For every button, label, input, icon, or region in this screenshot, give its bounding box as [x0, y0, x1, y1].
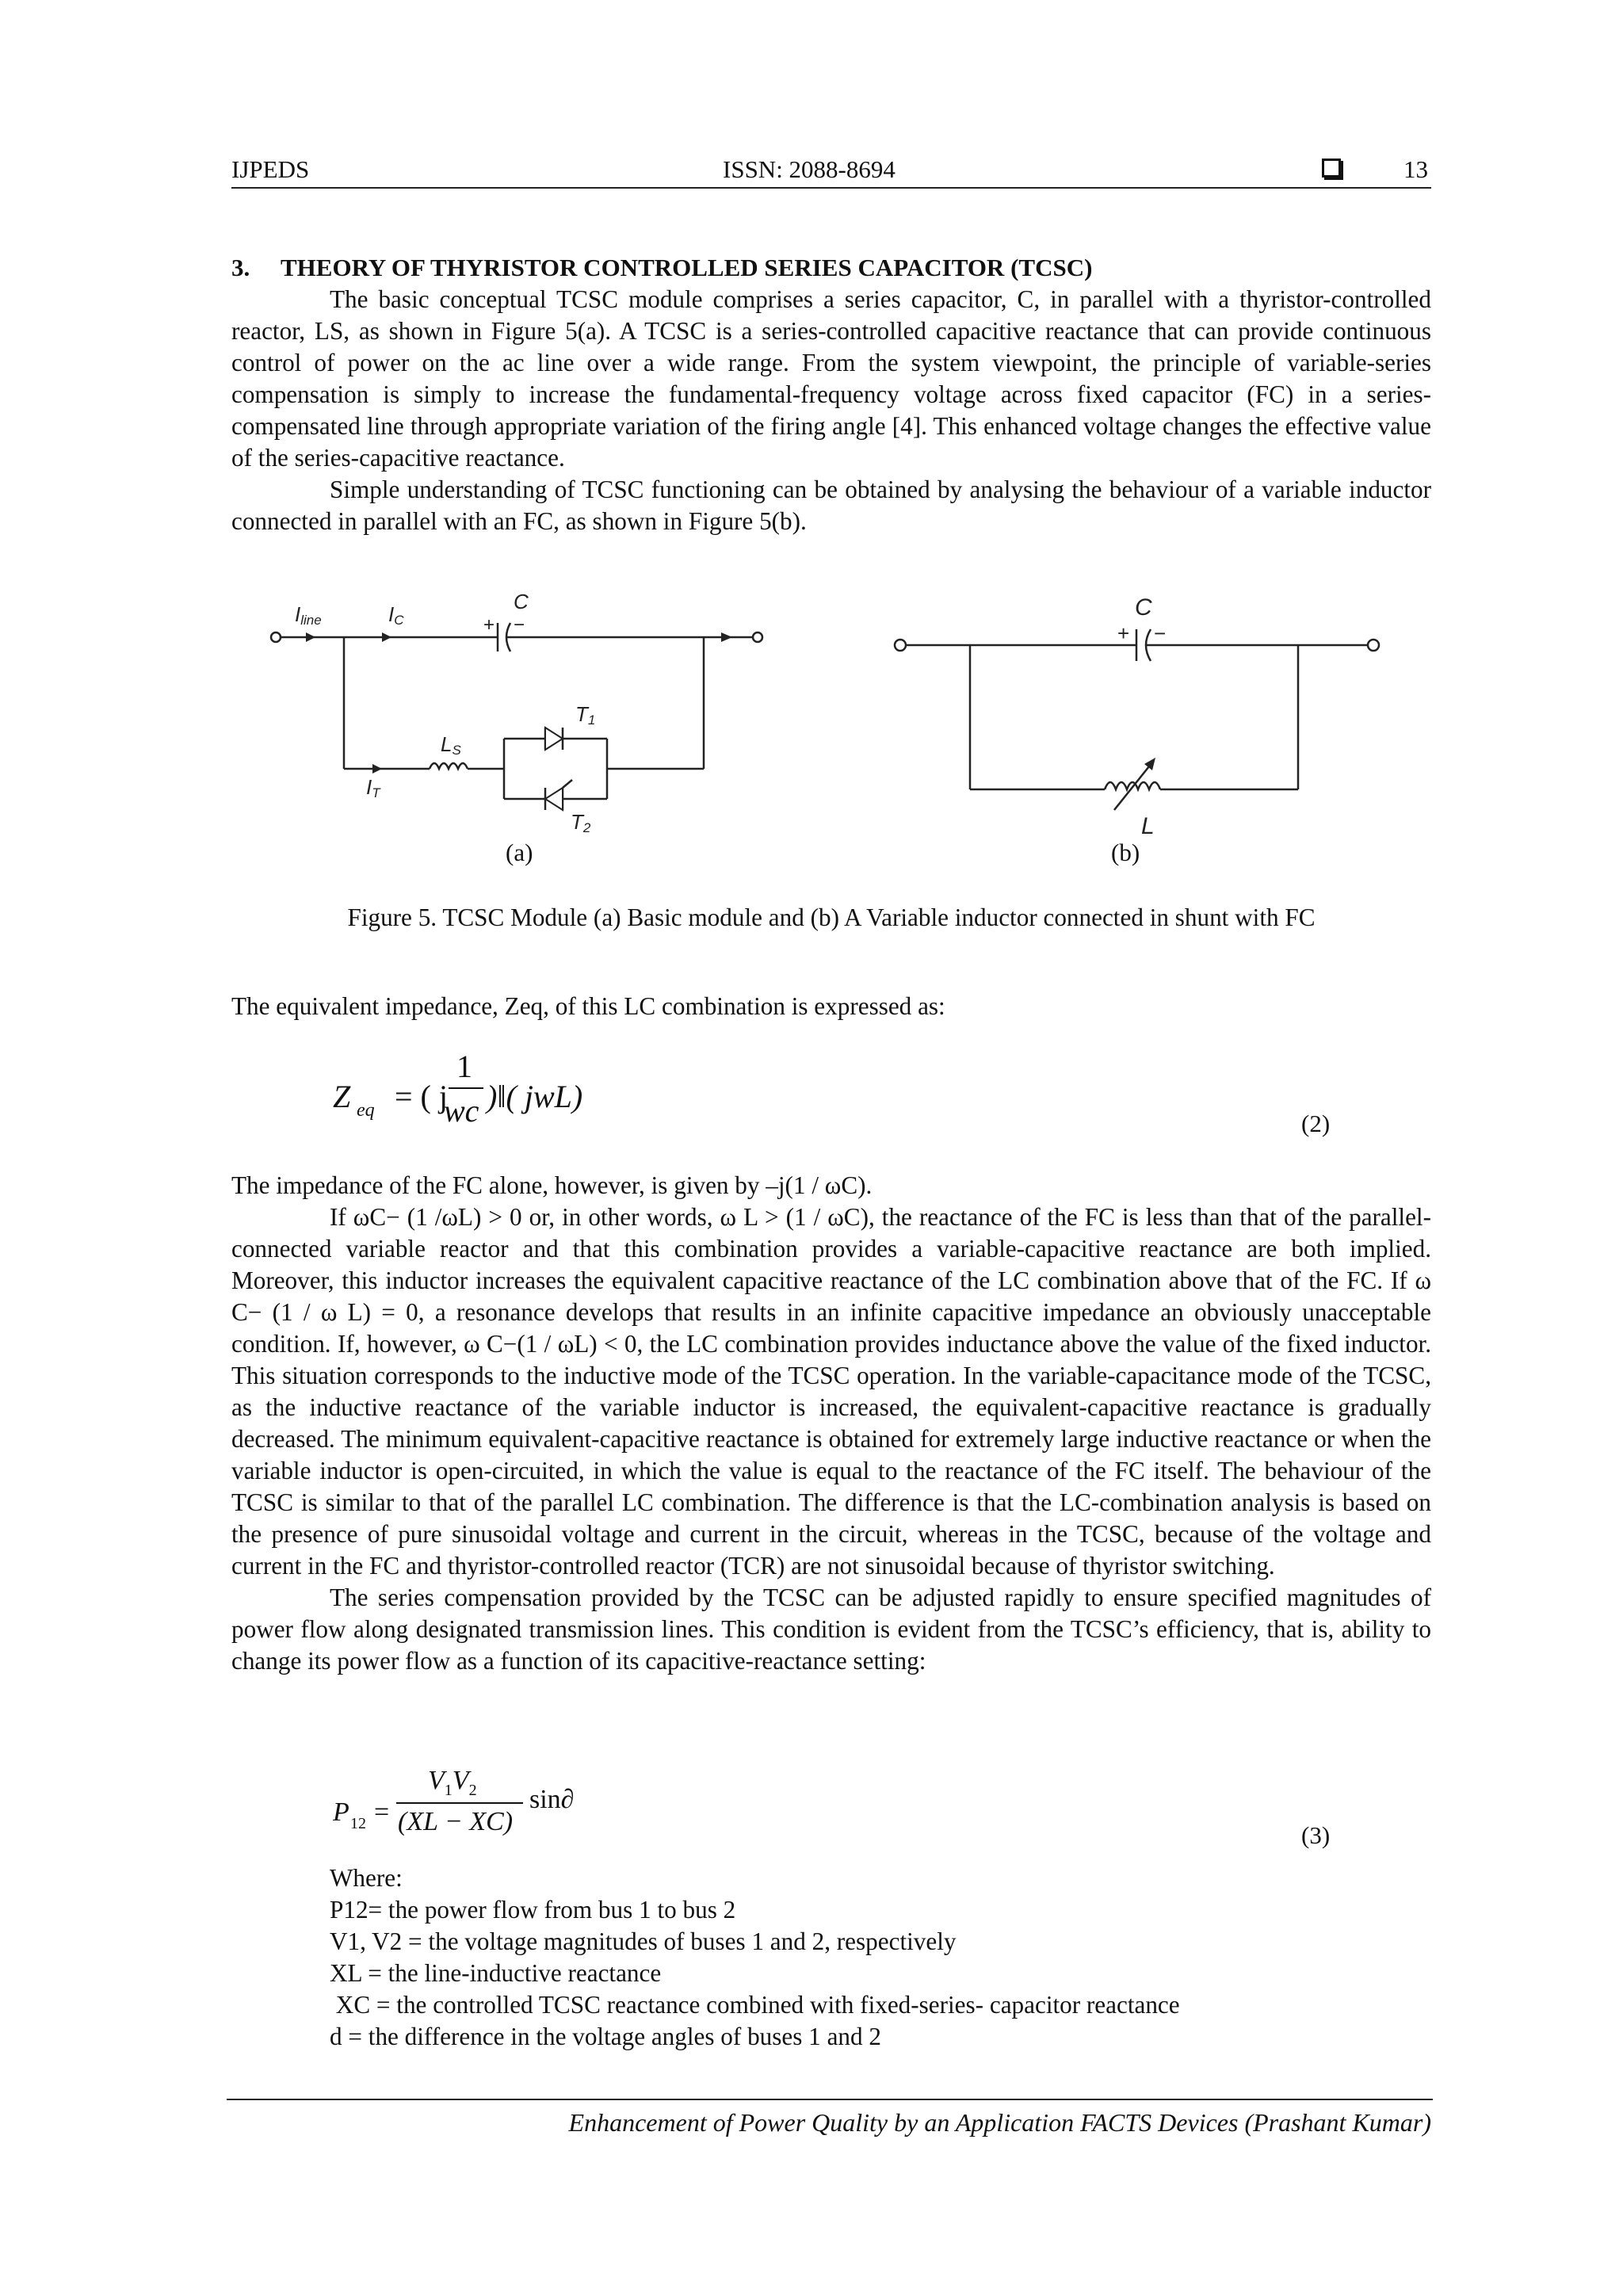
section-heading — [231, 252, 1431, 284]
issn: ISSN: 2088-8694 — [723, 155, 896, 183]
equation-2 — [333, 1048, 808, 1135]
eq3-den: (XL − XC) — [398, 1807, 514, 1836]
eq3-eq: = — [374, 1797, 390, 1827]
section-number: 3. — [231, 254, 250, 281]
equation-3 — [333, 1766, 729, 1853]
eq3-rhs: sin∂ — [529, 1785, 575, 1814]
eq2-num: 1 — [456, 1049, 472, 1084]
list-item: d = the difference in the voltage angles of buses 1 and 2 — [330, 2023, 881, 2050]
paragraph: The equivalent impedance, Zeq, of this LC combination is expressed as: — [231, 992, 945, 1020]
label-c: C — [514, 590, 529, 613]
label-c: C — [1135, 594, 1152, 621]
label-plus: + — [1117, 621, 1130, 645]
figure-caption: Figure 5. TCSC Module (a) Basic module and (b) A Variable inductor connected in shunt with FC — [347, 904, 1316, 931]
where-list — [330, 1862, 1180, 2053]
eq2-den: wc — [444, 1093, 479, 1129]
eq2-lhs: Z — [333, 1079, 351, 1114]
eq2-fraction-bar — [449, 1087, 483, 1089]
figure-5a-circuit — [262, 579, 800, 840]
eq3-num: $V_1V_2$ — [428, 1766, 477, 1799]
label-t2: T2 — [571, 810, 591, 835]
label-l: L — [1141, 813, 1155, 839]
eq2-rhs: )‖( jwL) — [487, 1079, 583, 1114]
paragraph: The basic conceptual TCSC module comprises a series capacitor, C, in parallel with a thyristor-controlled reactor, LS, as shown in Figure 5(a). A TCSC is a series-controlled capacitive reactance that can provide continuous control of power on the ac line over a wide range. From the system viewpoint, the principle of variable-series compensation is simply to increase the fundamental-frequency voltage across fixed capacitor (FC) in a series- compensated line through appropriate variation of the firing angle [4]. This enhanced voltage changes the effective value of the series-capacitive reactance. — [231, 285, 1431, 472]
eq2-intro — [231, 991, 1431, 1022]
body-text — [231, 1170, 1431, 1677]
section-intro — [231, 252, 1431, 537]
eq2-eq: = ( j — [395, 1079, 448, 1114]
paragraph: Simple understanding of TCSC functioning can be obtained by analysing the behaviour of a variable inductor connected in parallel with an FC, as shown in Figure 5(b). — [231, 476, 1431, 535]
box-icon — [1322, 159, 1341, 178]
label-minus: − — [514, 614, 525, 636]
list-item: P12= the power flow from bus 1 to bus 2 — [330, 1896, 736, 1924]
list-item: V1, V2 = the voltage magnitudes of buses 1 and 2, respectively — [330, 1927, 957, 1955]
where-title: Where: — [330, 1864, 403, 1892]
label-t1: T1 — [575, 702, 596, 728]
figure-5b-label: (b) — [1111, 839, 1140, 866]
journal-name: IJPEDS — [231, 155, 310, 183]
label-plus: + — [483, 614, 495, 636]
eq3-lhs-sub: 12 — [350, 1815, 366, 1832]
figure-5a-label: (a) — [506, 839, 533, 866]
eq3-fraction-bar — [396, 1802, 523, 1804]
footer-rule — [227, 2099, 1433, 2100]
label-ls: LS — [441, 732, 461, 758]
list-item: XC = the controlled TCSC reactance combined with fixed-series- capacitor reactance — [330, 1991, 1180, 2019]
label-ic: IC — [388, 602, 404, 628]
running-footer: Enhancement of Power Quality by an Application FACTS Devices (Prashant Kumar) — [568, 2108, 1431, 2137]
label-it: IT — [366, 775, 380, 800]
eq2-lhs-sub: eq — [357, 1100, 375, 1121]
paragraph: The impedance of the FC alone, however, is given by –j(1 / ωC). — [231, 1171, 873, 1199]
label-minus: − — [1154, 621, 1167, 645]
paragraph: The series compensation provided by the TCSC can be adjusted rapidly to ensure specified magnitudes of power flow along designated transmission lines. This condition is evident from the TCSC’s efficiency, that is, ability to change its power flow as a function of its capacitive-reactance setting: — [231, 1584, 1431, 1675]
page-number: 13 — [1403, 155, 1428, 183]
equation-2-number: (2) — [1301, 1110, 1331, 1137]
section-title: THEORY OF THYRISTOR CONTROLLED SERIES CAPACITOR (TCSC) — [281, 254, 1093, 281]
paragraph: If ωC− (1 /ωL) > 0 or, in other words, ω L > (1 / ωC), the reactance of the FC is less than that of the parallel-connected variable reactor and that this combination provides a variable-capacitive reactance are both implied. Moreover, this inductor increases the equivalent capacitive reactance of the LC combination above that of the FC. If ω C− (1 / ω L) = 0, a resonance develops that results in an infinite capacitive impedance an obviously unacceptable condition. If, however, ω C−(1 / ωL) < 0, the LC combination provides inductance above the value of the fixed inductor. This situation corresponds to the inductive mode of the TCSC operation. In the variable-capacitance mode of the TCSC, as the inductive reactance of the variable inductor is increased, the equivalent-capacitive reactance is gradually decreased. The minimum equivalent-capacitive reactance is obtained for extremely large inductive reactance or when the variable inductor is open-circuited, in which the value is equal to the reactance of the FC itself. The behaviour of the TCSC is similar to that of the parallel LC combination. The difference is that the LC-combination analysis is based on the presence of pure sinusoidal voltage and current in the circuit, whereas in the TCSC, because of the voltage and current in the FC and thyristor-controlled reactor (TCR) are not sinusoidal because of thyristor switching. — [231, 1203, 1431, 1580]
equation-3-number: (3) — [1301, 1821, 1331, 1849]
figure-5b-circuit — [888, 586, 1395, 848]
eq3-lhs: P — [333, 1797, 349, 1827]
label-iline: Iline — [295, 602, 322, 628]
list-item: XL = the line-inductive reactance — [330, 1959, 662, 1987]
running-header — [231, 155, 1431, 189]
